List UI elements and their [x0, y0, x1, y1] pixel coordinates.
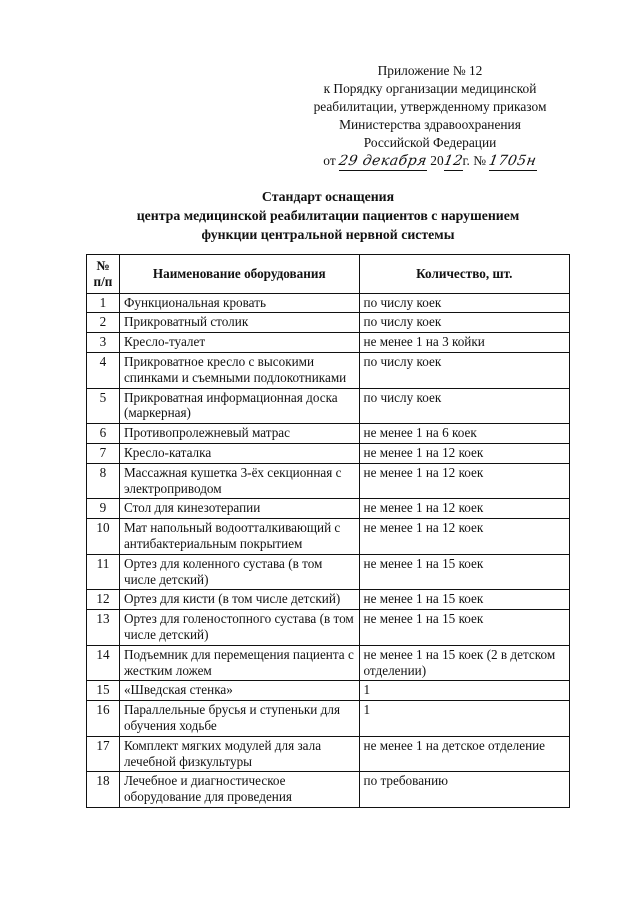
row-number: 7	[87, 443, 120, 463]
table-row	[87, 772, 570, 808]
row-number: 11	[87, 554, 120, 590]
row-quantity: по требованию	[359, 772, 569, 808]
row-number: 13	[87, 610, 120, 646]
table-row	[87, 424, 570, 444]
row-equipment-name: Кресло-каталка	[119, 443, 359, 463]
table-row	[87, 701, 570, 737]
table-row	[87, 554, 570, 590]
title-line-3: функции центральной нервной системы	[201, 227, 455, 242]
header-quantity: Количество, шт.	[359, 255, 569, 294]
row-quantity: не менее 1 на 15 коек	[359, 554, 569, 590]
row-number: 8	[87, 463, 120, 499]
appendix-line-federation: Российской Федерации	[363, 135, 497, 150]
table-row	[87, 313, 570, 333]
row-quantity: не менее 1 на 15 коек (2 в детском отделении)	[359, 645, 569, 681]
row-quantity: не менее 1 на 3 койки	[359, 333, 569, 353]
row-quantity: не менее 1 на 12 коек	[359, 463, 569, 499]
row-number: 2	[87, 313, 120, 333]
row-quantity: не менее 1 на 12 коек	[359, 443, 569, 463]
row-number: 9	[87, 499, 120, 519]
row-equipment-name: Ортез для кисти (в том числе детский)	[119, 590, 359, 610]
appendix-line-order: к Порядку организации медицинской	[323, 81, 537, 96]
header-equipment-name: Наименование оборудования	[119, 255, 359, 294]
table-row	[87, 499, 570, 519]
row-quantity: 1	[359, 681, 569, 701]
row-equipment-name: Параллельные брусья и ступеньки для обучения ходьбе	[119, 701, 359, 737]
row-quantity: не менее 1 на 6 коек	[359, 424, 569, 444]
row-number: 15	[87, 681, 120, 701]
row-equipment-name: Мат напольный водоотталкивающий с антибактериальным покрытием	[119, 519, 359, 555]
handwritten-date: 29 декабря	[337, 153, 429, 169]
row-equipment-name: Лечебное и диагностическое оборудование для проведения	[119, 772, 359, 808]
row-number: 1	[87, 293, 120, 313]
row-quantity: по числу коек	[359, 293, 569, 313]
row-equipment-name: Подъемник для перемещения пациента с жестким ложем	[119, 645, 359, 681]
row-equipment-name: Комплект мягких модулей для зала лечебной физкультуры	[119, 736, 359, 772]
row-equipment-name: Прикроватное кресло с высокими спинками и съемными подлокотниками	[119, 352, 359, 388]
table-row	[87, 645, 570, 681]
appendix-line-ministry: Министерства здравоохранения	[339, 117, 521, 132]
row-equipment-name: Кресло-туалет	[119, 333, 359, 353]
table-row	[87, 681, 570, 701]
table-row	[87, 443, 570, 463]
table-row	[87, 610, 570, 646]
row-quantity: не менее 1 на 12 коек	[359, 519, 569, 555]
row-number: 12	[87, 590, 120, 610]
header-number: № п/п	[87, 255, 120, 294]
appendix-line-approved: реабилитации, утвержденному приказом	[313, 99, 547, 114]
row-number: 14	[87, 645, 120, 681]
row-number: 5	[87, 388, 120, 424]
appendix-header	[292, 62, 568, 171]
row-quantity: не менее 1 на 15 коек	[359, 610, 569, 646]
row-number: 4	[87, 352, 120, 388]
table-row	[87, 293, 570, 313]
date-prefix: от	[323, 153, 336, 168]
table-row	[87, 333, 570, 353]
row-quantity: не менее 1 на детское отделение	[359, 736, 569, 772]
handwritten-year: 12	[442, 153, 464, 169]
table-row	[87, 352, 570, 388]
year-prefix: 20	[430, 153, 444, 168]
appendix-date-line	[292, 152, 568, 171]
row-number: 6	[87, 424, 120, 444]
row-quantity: не менее 1 на 15 коек	[359, 590, 569, 610]
row-equipment-name: Противопролежневый матрас	[119, 424, 359, 444]
table-header-row	[87, 255, 570, 294]
row-quantity: по числу коек	[359, 388, 569, 424]
table-row	[87, 519, 570, 555]
row-number: 17	[87, 736, 120, 772]
equipment-table	[86, 254, 570, 808]
title-line-2: центра медицинской реабилитации пациентов с нарушением	[136, 208, 520, 223]
row-quantity: не менее 1 на 12 коек	[359, 499, 569, 519]
row-equipment-name: Стол для кинезотерапии	[119, 499, 359, 519]
row-equipment-name: Ортез для голеностопного сустава (в том числе детский)	[119, 610, 359, 646]
row-equipment-name: Прикроватная информационная доска (маркерная)	[119, 388, 359, 424]
row-number: 3	[87, 333, 120, 353]
row-number: 10	[87, 519, 120, 555]
table-body	[87, 293, 570, 807]
appendix-number: Приложение № 12	[377, 63, 483, 78]
row-equipment-name: Ортез для коленного сустава (в том числе детский)	[119, 554, 359, 590]
row-equipment-name: Функциональная кровать	[119, 293, 359, 313]
title-line-1: Стандарт оснащения	[261, 189, 395, 204]
table-row	[87, 463, 570, 499]
document-title	[90, 187, 566, 244]
table-row	[87, 388, 570, 424]
row-equipment-name: Массажная кушетка 3-ёх секционная с электроприводом	[119, 463, 359, 499]
table-row	[87, 590, 570, 610]
row-number: 16	[87, 701, 120, 737]
row-quantity: по числу коек	[359, 313, 569, 333]
handwritten-order-number: 1705н	[487, 153, 539, 169]
table-row	[87, 736, 570, 772]
row-quantity: по числу коек	[359, 352, 569, 388]
row-number: 18	[87, 772, 120, 808]
year-suffix: г. №	[462, 153, 486, 168]
row-equipment-name: «Шведская стенка»	[119, 681, 359, 701]
row-equipment-name: Прикроватный столик	[119, 313, 359, 333]
row-quantity: 1	[359, 701, 569, 737]
